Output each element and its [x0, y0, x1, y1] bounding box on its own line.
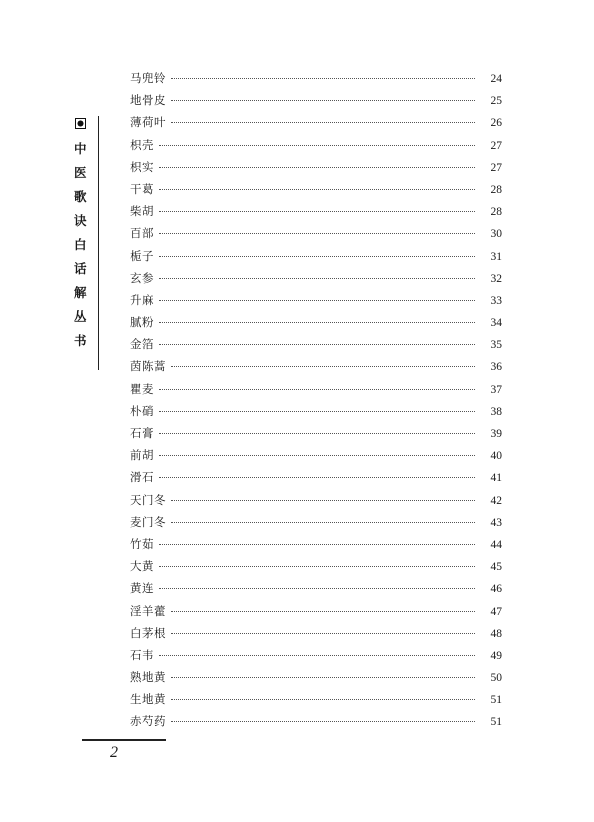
- toc-entry-page: 36: [490, 361, 502, 374]
- toc-dot-leader: [159, 145, 475, 146]
- toc-entry-title: 大黄: [130, 559, 154, 574]
- toc-entry-title: 石韦: [130, 647, 154, 662]
- series-title-char: 书: [74, 333, 87, 348]
- toc-entry-page: 39: [490, 428, 502, 440]
- toc-entry-page: 28: [490, 206, 502, 219]
- toc-dot-leader: [159, 477, 475, 478]
- series-title-char: 话: [74, 261, 87, 276]
- toc-entry-page: 26: [490, 117, 502, 130]
- toc-entry-title: 淫羊藿: [130, 603, 166, 618]
- toc-entry-page: 27: [490, 161, 502, 174]
- toc-entry[interactable]: [130, 336, 502, 358]
- toc-entry-title: 百部: [130, 226, 154, 241]
- toc-dot-leader: [159, 256, 475, 257]
- toc-entry[interactable]: [130, 625, 502, 647]
- toc-dot-leader: [159, 322, 475, 323]
- toc-entry[interactable]: [130, 358, 502, 380]
- toc-entry-page: 41: [490, 472, 502, 485]
- toc-dot-leader: [171, 122, 475, 123]
- toc-entry[interactable]: [130, 270, 502, 292]
- toc-entry-title: 生地黄: [130, 692, 166, 707]
- toc-entry[interactable]: [130, 181, 502, 203]
- toc-entry[interactable]: [130, 580, 502, 602]
- toc-entry-page: 33: [490, 294, 502, 307]
- toc-entry[interactable]: [130, 469, 502, 491]
- toc-entry-title: 石膏: [130, 426, 154, 440]
- toc-entry-page: 50: [490, 672, 502, 685]
- series-title-char: 中: [74, 141, 87, 156]
- spine-divider: [98, 116, 99, 370]
- toc-entry-title: 朴硝: [130, 403, 154, 418]
- toc-entry[interactable]: [130, 225, 502, 247]
- toc-entry-title: 薄荷叶: [130, 115, 166, 130]
- toc-entry[interactable]: [130, 514, 502, 536]
- toc-entry-page: 34: [490, 317, 502, 330]
- toc-dot-leader: [159, 211, 475, 212]
- toc-dot-leader: [159, 411, 475, 412]
- toc-dot-leader: [171, 100, 475, 101]
- toc-entry[interactable]: [130, 447, 502, 469]
- toc-entry-page: 46: [490, 583, 502, 596]
- toc-entry-title: 前胡: [130, 448, 154, 463]
- toc-entry[interactable]: [130, 647, 502, 669]
- series-emblem-icon: [75, 118, 86, 129]
- toc-entry-page: 43: [490, 516, 502, 529]
- toc-dot-leader: [159, 278, 475, 279]
- toc-entry[interactable]: [130, 114, 502, 136]
- toc-entry-title: 天门冬: [130, 492, 166, 507]
- toc-entry[interactable]: [130, 248, 502, 270]
- toc-entry[interactable]: [130, 713, 502, 735]
- toc-entry-title: 茵陈蒿: [130, 359, 166, 374]
- toc-entry-page: 32: [490, 272, 502, 285]
- table-of-contents: [130, 70, 502, 736]
- series-title-char: 诀: [74, 213, 87, 228]
- series-title-char: 白: [74, 237, 87, 252]
- toc-entry[interactable]: [130, 492, 502, 514]
- toc-entry[interactable]: [130, 403, 502, 425]
- toc-entry-title: 升麻: [130, 292, 154, 307]
- toc-dot-leader: [159, 588, 475, 589]
- toc-dot-leader: [171, 500, 475, 501]
- toc-entry-title: 柴胡: [130, 204, 154, 219]
- toc-entry-page: 45: [490, 561, 502, 574]
- page-number: 2: [110, 744, 118, 761]
- toc-dot-leader: [159, 233, 475, 234]
- toc-dot-leader: [159, 389, 475, 390]
- toc-entry-page: 37: [490, 383, 502, 396]
- series-title: [74, 118, 94, 359]
- toc-entry-page: 27: [490, 139, 502, 152]
- toc-entry-page: 28: [490, 183, 502, 196]
- toc-entry[interactable]: [130, 70, 502, 92]
- toc-entry[interactable]: [130, 292, 502, 314]
- toc-entry[interactable]: [130, 159, 502, 181]
- toc-entry-page: 40: [490, 450, 502, 463]
- toc-entry[interactable]: [130, 603, 502, 625]
- toc-dot-leader: [171, 611, 475, 612]
- toc-entry-title: 麦门冬: [130, 514, 166, 529]
- toc-entry-page: 44: [490, 538, 502, 551]
- toc-dot-leader: [159, 344, 475, 345]
- toc-dot-leader: [159, 189, 475, 190]
- footer-rule: [82, 739, 166, 741]
- toc-entry-page: 24: [490, 73, 502, 85]
- toc-entry-page: 48: [490, 627, 502, 640]
- toc-entry-title: 枳壳: [130, 137, 154, 152]
- toc-entry-title: 熟地黄: [130, 670, 166, 685]
- toc-entry[interactable]: [130, 314, 502, 336]
- toc-entry-page: 51: [490, 694, 502, 707]
- toc-dot-leader: [171, 522, 475, 523]
- toc-dot-leader: [171, 721, 475, 722]
- toc-entry-page: 47: [490, 605, 502, 618]
- toc-entry-title: 玄参: [130, 270, 154, 285]
- toc-dot-leader: [171, 633, 475, 634]
- toc-entry[interactable]: [130, 381, 502, 403]
- series-title-char: 丛: [74, 309, 87, 324]
- toc-entry-title: 地骨皮: [130, 93, 166, 108]
- toc-entry-page: 35: [490, 339, 502, 352]
- series-title-char: 歌: [74, 189, 87, 204]
- toc-entry-page: 49: [490, 649, 502, 662]
- toc-entry-page: 42: [490, 494, 502, 507]
- toc-dot-leader: [171, 366, 475, 367]
- toc-dot-leader: [159, 566, 475, 567]
- toc-entry[interactable]: [130, 669, 502, 691]
- toc-dot-leader: [159, 655, 475, 656]
- toc-entry-title: 赤芍药: [130, 714, 166, 729]
- toc-entry-title: 枳实: [130, 159, 154, 174]
- toc-entry-title: 黄连: [130, 581, 154, 596]
- toc-entry-page: 31: [490, 250, 502, 263]
- toc-dot-leader: [159, 544, 475, 545]
- toc-entry[interactable]: [130, 558, 502, 580]
- series-title-char: 医: [74, 165, 87, 180]
- toc-entry-page: 51: [490, 716, 502, 729]
- toc-entry-page: 25: [490, 95, 502, 108]
- toc-dot-leader: [159, 300, 475, 301]
- toc-entry[interactable]: [130, 536, 502, 558]
- toc-entry[interactable]: [130, 203, 502, 225]
- toc-entry-title: 竹茹: [130, 536, 154, 551]
- series-title-char: 解: [74, 285, 87, 300]
- toc-entry[interactable]: [130, 691, 502, 713]
- toc-entry-title: 栀子: [130, 248, 154, 263]
- toc-dot-leader: [171, 677, 475, 678]
- toc-entry-title: 马兜铃: [130, 71, 166, 85]
- toc-entry-page: 38: [490, 405, 502, 418]
- toc-entry-title: 瞿麦: [130, 381, 154, 396]
- toc-entry[interactable]: [130, 92, 502, 114]
- toc-dot-leader: [159, 433, 475, 434]
- toc-entry[interactable]: [130, 425, 502, 447]
- toc-entry-title: 腻粉: [130, 315, 154, 330]
- toc-entry-title: 滑石: [130, 470, 154, 485]
- toc-dot-leader: [171, 699, 475, 700]
- toc-entry-title: 金箔: [130, 337, 154, 352]
- toc-entry-title: 干葛: [130, 181, 154, 196]
- toc-entry-page: 30: [490, 228, 502, 241]
- toc-dot-leader: [171, 78, 475, 79]
- toc-entry[interactable]: [130, 137, 502, 159]
- toc-dot-leader: [159, 167, 475, 168]
- toc-entry-title: 白茅根: [130, 625, 166, 640]
- toc-dot-leader: [159, 455, 475, 456]
